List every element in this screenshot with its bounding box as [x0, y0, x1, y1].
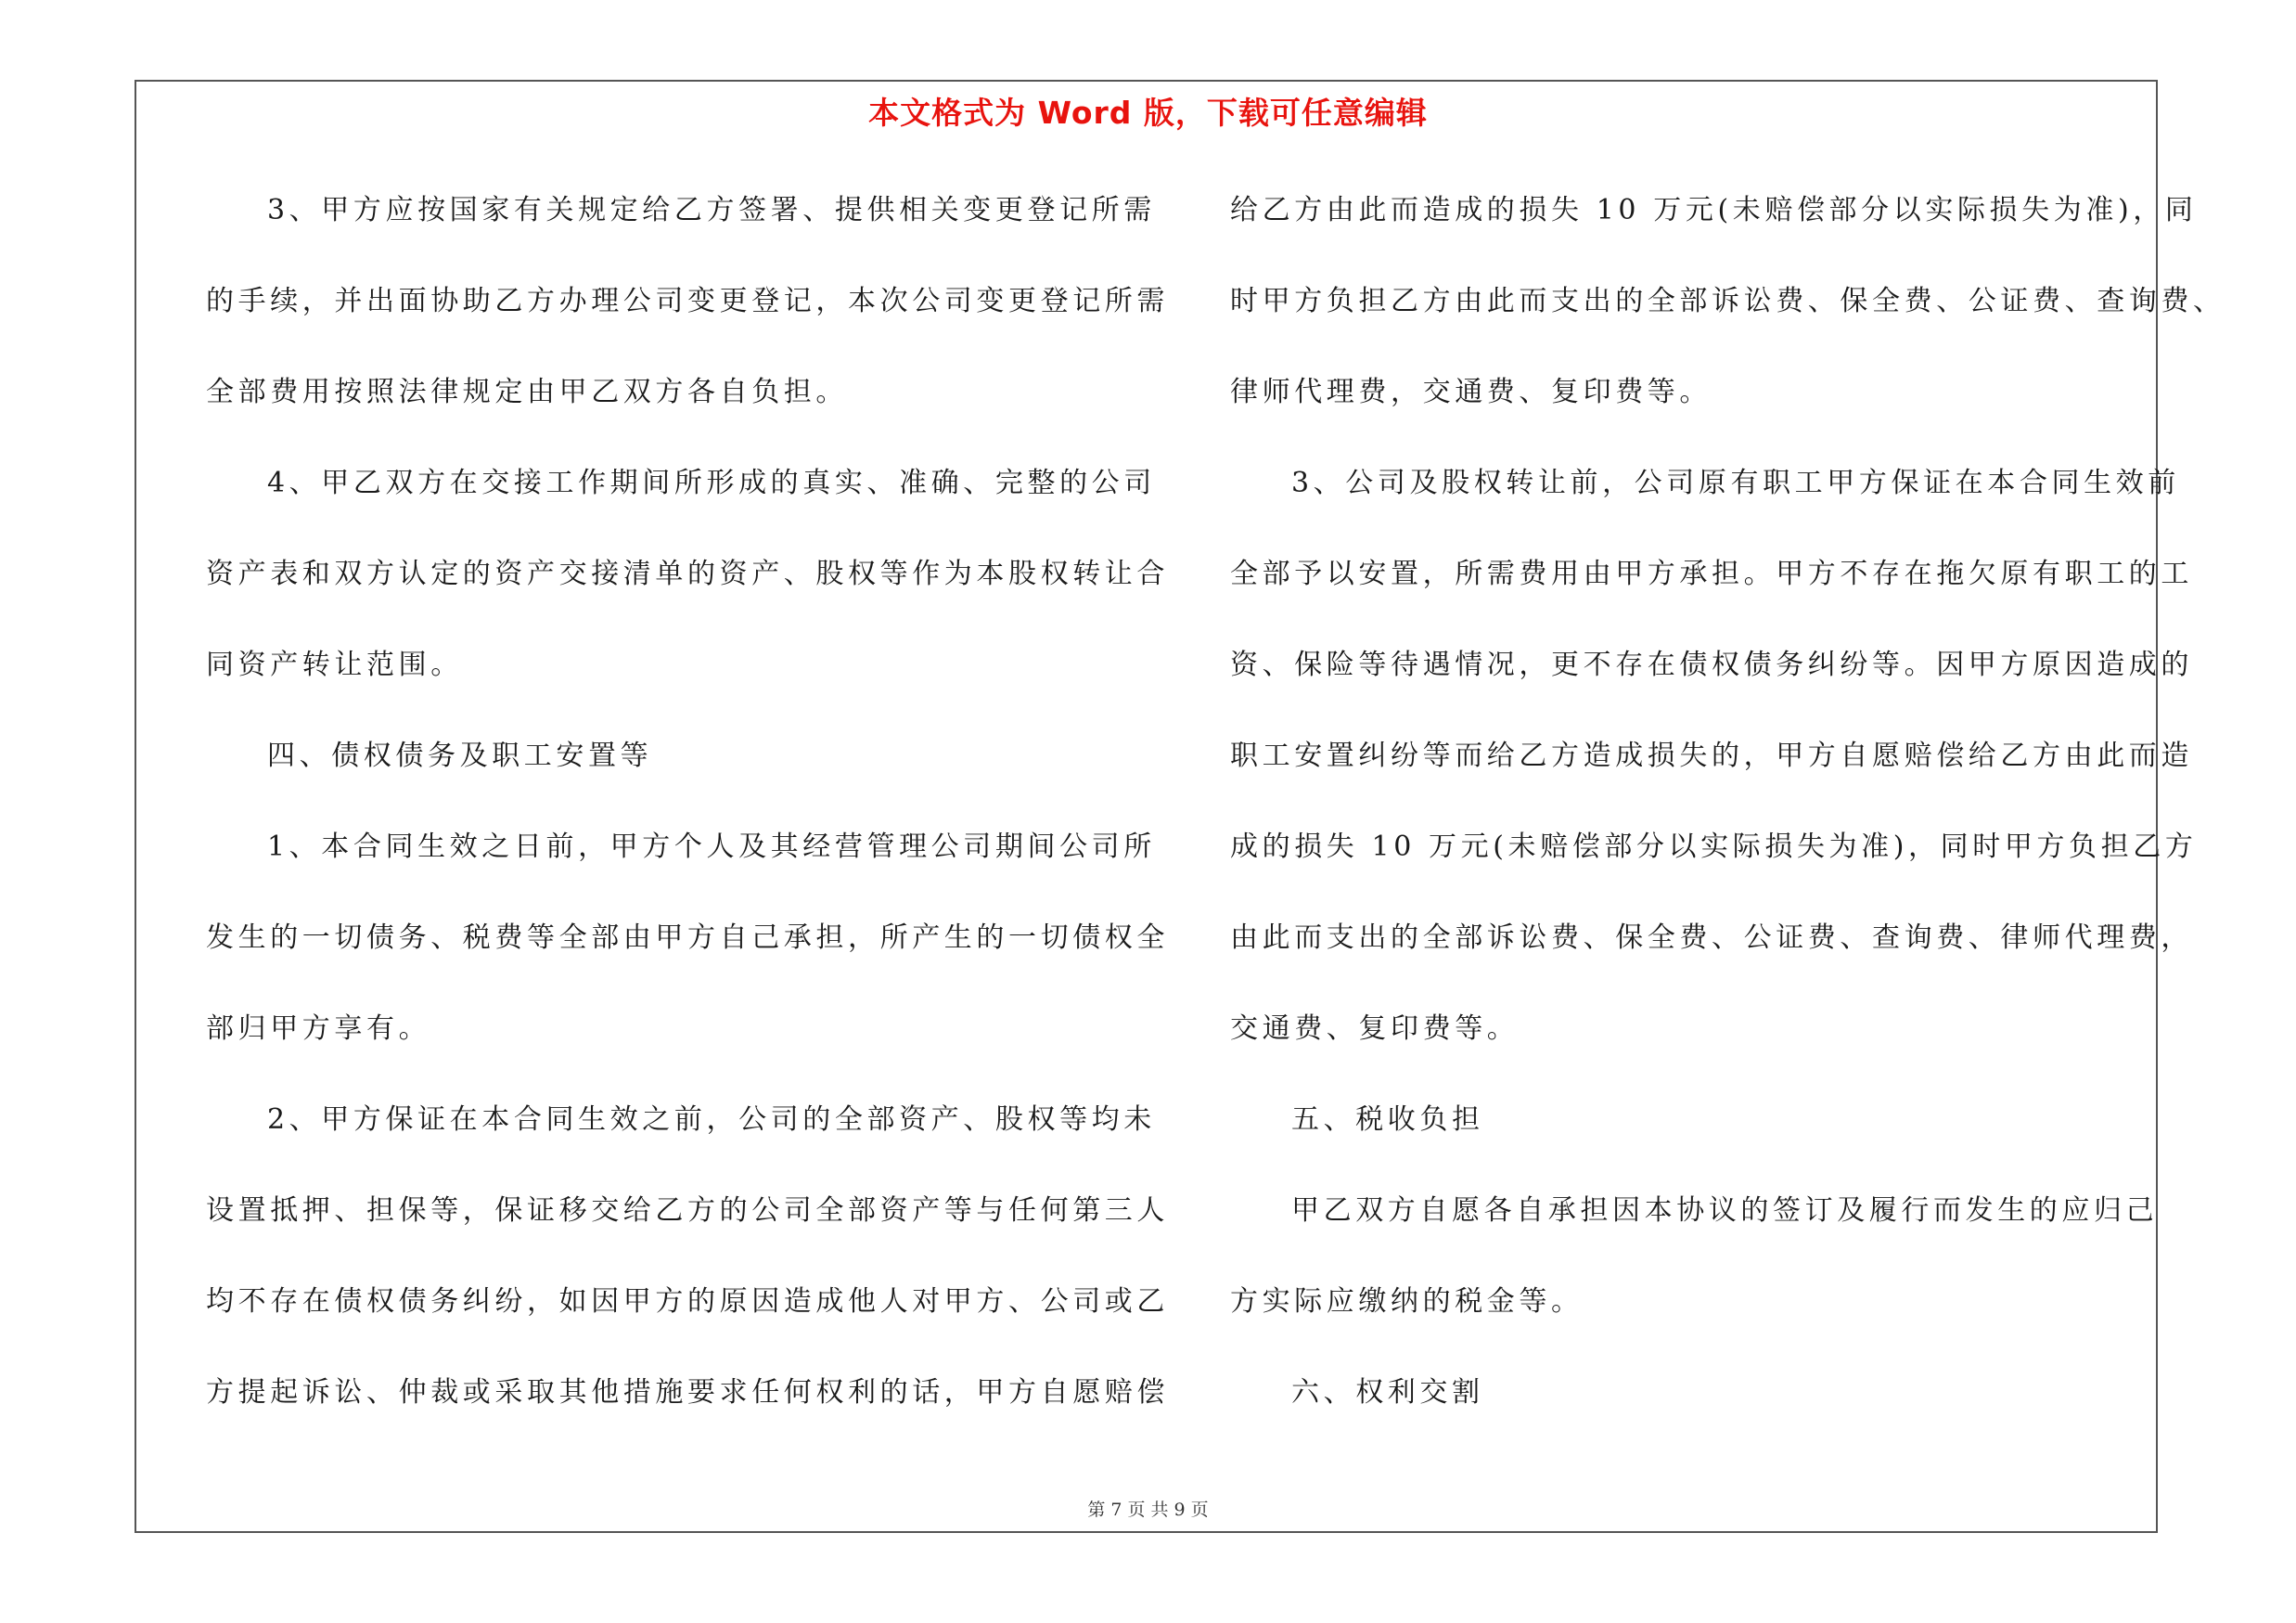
paragraph-line: 由此而支出的全部诉讼费、保全费、公证费、查询费、律师代理费， — [1230, 921, 2193, 954]
paragraph-line: 1、本合同生效之日前，甲方个人及其经营管理公司期间公司所 — [267, 831, 1156, 863]
page-number-footer: 第 7 页 共 9 页 — [1087, 1500, 1209, 1520]
word-format-banner: 本文格式为 Word 版，下载可任意编辑 — [868, 95, 1428, 131]
paragraph-line: 全部费用按照法律规定由甲乙双方各自负担。 — [206, 376, 848, 408]
paragraph-line: 同资产转让范围。 — [206, 649, 463, 681]
paragraph-line: 资产表和双方认定的资产交接清单的资产、股权等作为本股权转让合 — [206, 558, 1169, 590]
paragraph-line: 部归甲方享有。 — [206, 1012, 431, 1045]
paragraph-line: 律师代理费，交通费、复印费等。 — [1230, 376, 1712, 408]
paragraph-line: 资、保险等待遇情况，更不存在债权债务纠纷等。因甲方原因造成的 — [1230, 649, 2193, 681]
paragraph-line: 成的损失 10 万元(未赔偿部分以实际损失为准)，同时甲方负担乙方 — [1230, 831, 2198, 863]
paragraph-line: 方实际应缴纳的税金等。 — [1230, 1285, 1584, 1318]
paragraph-line: 设置抵押、担保等，保证移交给乙方的公司全部资产等与任何第三人 — [206, 1194, 1169, 1227]
paragraph-line: 2、甲方保证在本合同生效之前，公司的全部资产、股权等均未 — [267, 1103, 1156, 1136]
right-text-column — [1230, 187, 2225, 1461]
paragraph-line: 均不存在债权债务纠纷，如因甲方的原因造成他人对甲方、公司或乙 — [206, 1285, 1169, 1318]
paragraph-line: 3、甲方应按国家有关规定给乙方签署、提供相关变更登记所需 — [267, 194, 1156, 226]
paragraph-line: 全部予以安置，所需费用由甲方承担。甲方不存在拖欠原有职工的工 — [1230, 558, 2193, 590]
paragraph-line: 的手续，并出面协助乙方办理公司变更登记，本次公司变更登记所需 — [206, 285, 1169, 317]
paragraph-line: 五、税收负担 — [1291, 1103, 1484, 1136]
paragraph-line: 4、甲乙双方在交接工作期间所形成的真实、准确、完整的公司 — [267, 467, 1156, 499]
paragraph-line: 职工安置纠纷等而给乙方造成损失的，甲方自愿赔偿给乙方由此而造 — [1230, 740, 2193, 772]
paragraph-line: 方提起诉讼、仲裁或采取其他措施要求任何权利的话，甲方自愿赔偿 — [206, 1376, 1169, 1409]
paragraph-line: 甲乙双方自愿各自承担因本协议的签订及履行而发生的应归己 — [1291, 1194, 2159, 1227]
paragraph-line: 发生的一切债务、税费等全部由甲方自己承担，所产生的一切债权全 — [206, 921, 1169, 954]
paragraph-line: 交通费、复印费等。 — [1230, 1012, 1520, 1045]
paragraph-line: 时甲方负担乙方由此而支出的全部诉讼费、保全费、公证费、查询费、 — [1230, 285, 2225, 317]
paragraph-line: 六、权利交割 — [1291, 1376, 1484, 1409]
left-text-column — [206, 187, 1169, 1461]
paragraph-line: 3、公司及股权转让前，公司原有职工甲方保证在本合同生效前 — [1291, 467, 2180, 499]
paragraph-line: 给乙方由此而造成的损失 10 万元(未赔偿部分以实际损失为准)，同 — [1230, 194, 2198, 226]
paragraph-line: 四、债权债务及职工安置等 — [267, 740, 653, 772]
